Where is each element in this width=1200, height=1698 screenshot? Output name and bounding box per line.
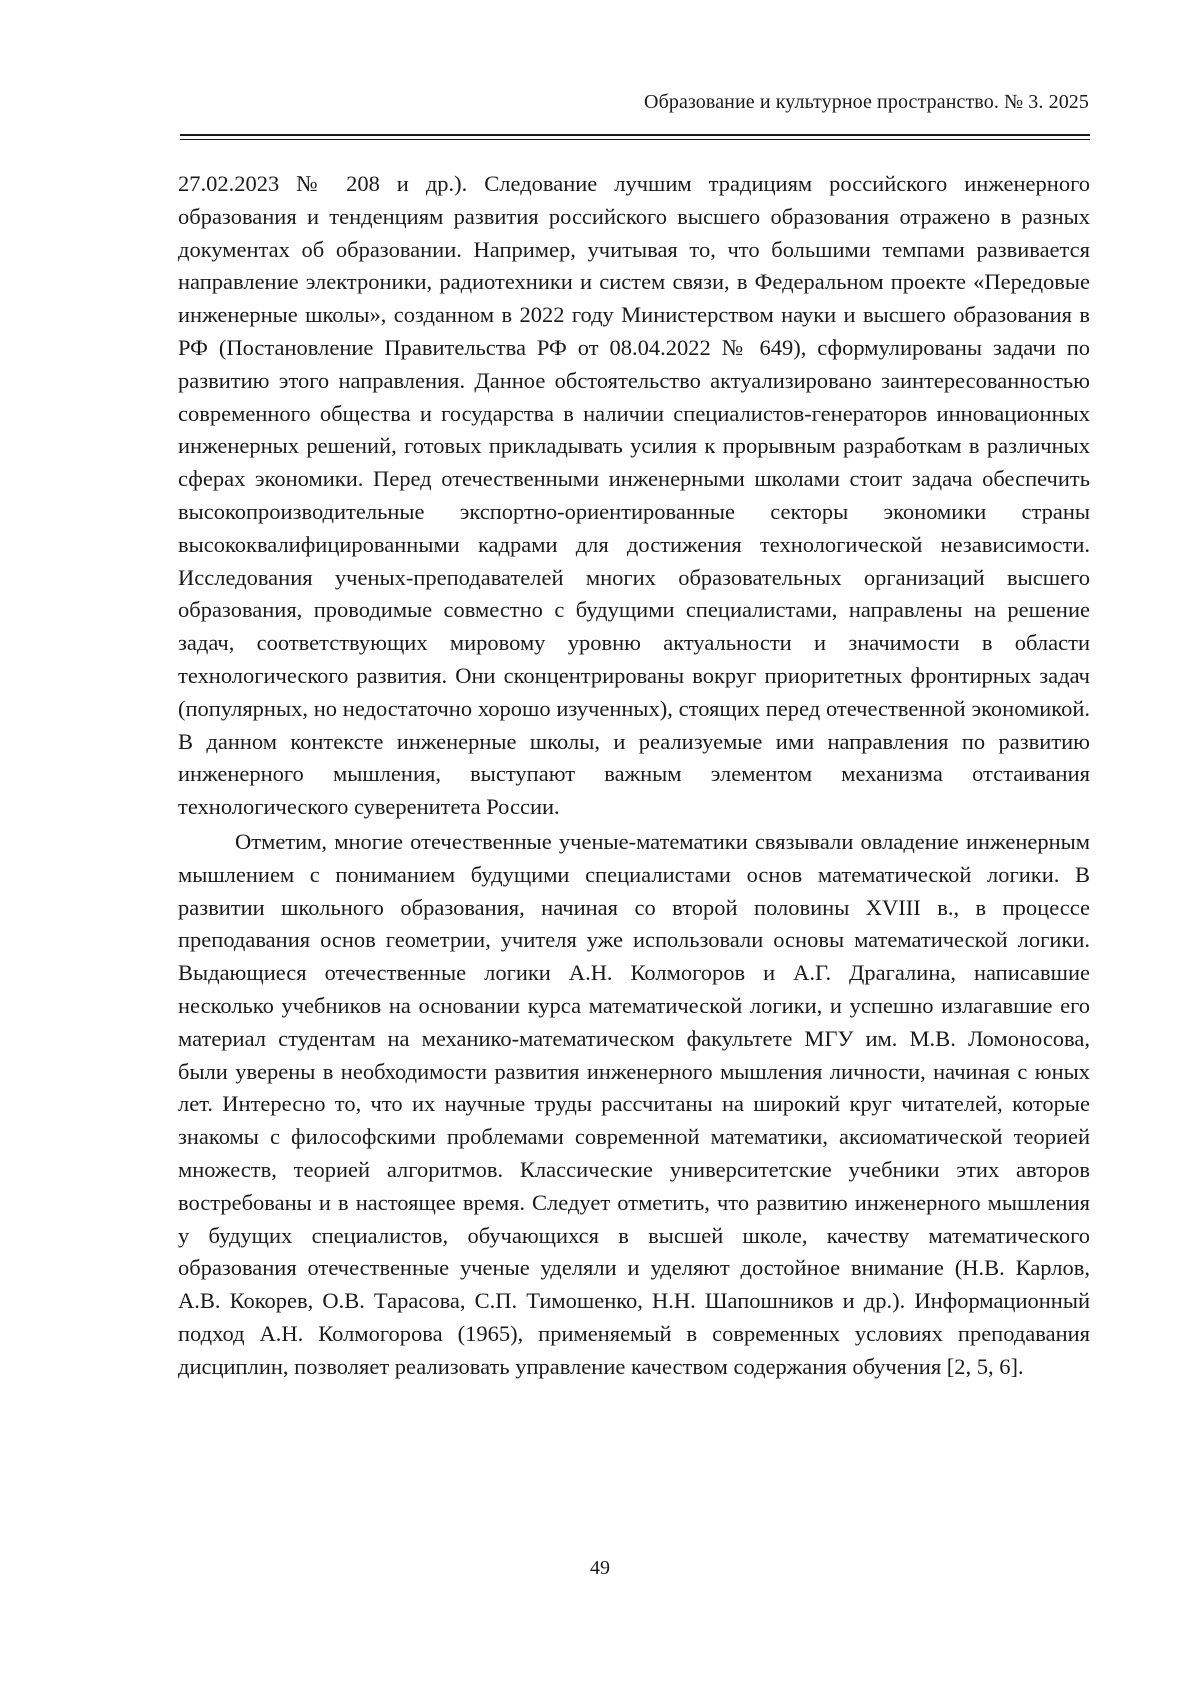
page-number: 49 xyxy=(590,1557,610,1579)
paragraph: Отметим, многие отечественные ученые-математики связывали овладение инженерным мышлением с пониманием будущими специалистами основ математической логики. В развитии школьного образования, начиная со второй половины XVIII в., в процессе преподавания основ геометрии, учителя уже использовали основы математической логики. Выдающиеся отечественные логики А.Н. Колмогоров и А.Г. Драгалина, написавшие несколько учебников на основании курса математической логики, и успешно излагавшие его материал студентам на механико-математическом факультете МГУ им. М.В. Ломоносова, были уверены в необходимости развития инженерного мышления личности, начиная с юных лет. Интересно то, что их научные труды рассчитаны на широкий круг читателей, которые знакомы с философскими проблемами современной математики, аксиоматической теорией множеств, теорией алгоритмов. Классические университетские учебники этих авторов востребованы и в настоящее время. Следует отметить, что развитию инженерного мышления у будущих специалистов, обучающихся в высшей школе, качеству математического образования отечественные ученые уделяли и уделяют достойное внимание (Н.В. Карлов, А.В. Кокорев, О.В. Тарасова, С.П. Тимошенко, Н.Н. Шапошников и др.). Информационный подход А.Н. Колмогорова (1965), применяемый в современных условиях преподавания дисциплин, позволяет реализовать управление качеством содержания обучения [2, 5, 6]. xyxy=(178,828,1090,1379)
header-double-rule xyxy=(180,134,1090,140)
article-body xyxy=(178,168,1090,1383)
running-head: Образование и культурное пространство. № 3. 2025 xyxy=(644,91,1089,113)
paragraph-continued: 27.02.2023 № 208 и др.). Следование лучшим традициям российского инженерного образования и тенденциям развития российского высшего образования отражено в разных документах об образовании. Например, учитывая то, что большими темпами развивается направление электроники, радиотехники и систем связи, в Федеральном проекте «Передовые инженерные школы», созданном в 2022 году Министерством науки и высшего образования в РФ (Постановление Правительства РФ от 08.04.2022 № 649), сформулированы задачи по развитию этого направления. Данное обстоятельство актуализировано заинтересованностью современного общества и государства в наличии специалистов-генераторов инновационных инженерных решений, готовых прикладывать усилия к прорывным разработкам в различных сферах экономики. Перед отечественными инженерными школами стоит задача обеспечить высокопроизводительные экспортно-ориентированные секторы экономики страны высококвалифицированными кадрами для достижения технологической независимости. Исследования ученых-преподавателей многих образовательных организаций высшего образования, проводимые совместно с будущими специалистами, направлены на решение задач, соответствующих мировому уровню актуальности и значимости в области технологического развития. Они сконцентрированы вокруг приоритетных фронтирных задач (популярных, но недостаточно хорошо изученных), стоящих перед отечественной экономикой. В данном контексте инженерные школы, и реализуемые ими направления по развитию инженерного мышления, выступают важным элементом механизма отстаивания технологического суверенитета России. xyxy=(178,171,1090,820)
